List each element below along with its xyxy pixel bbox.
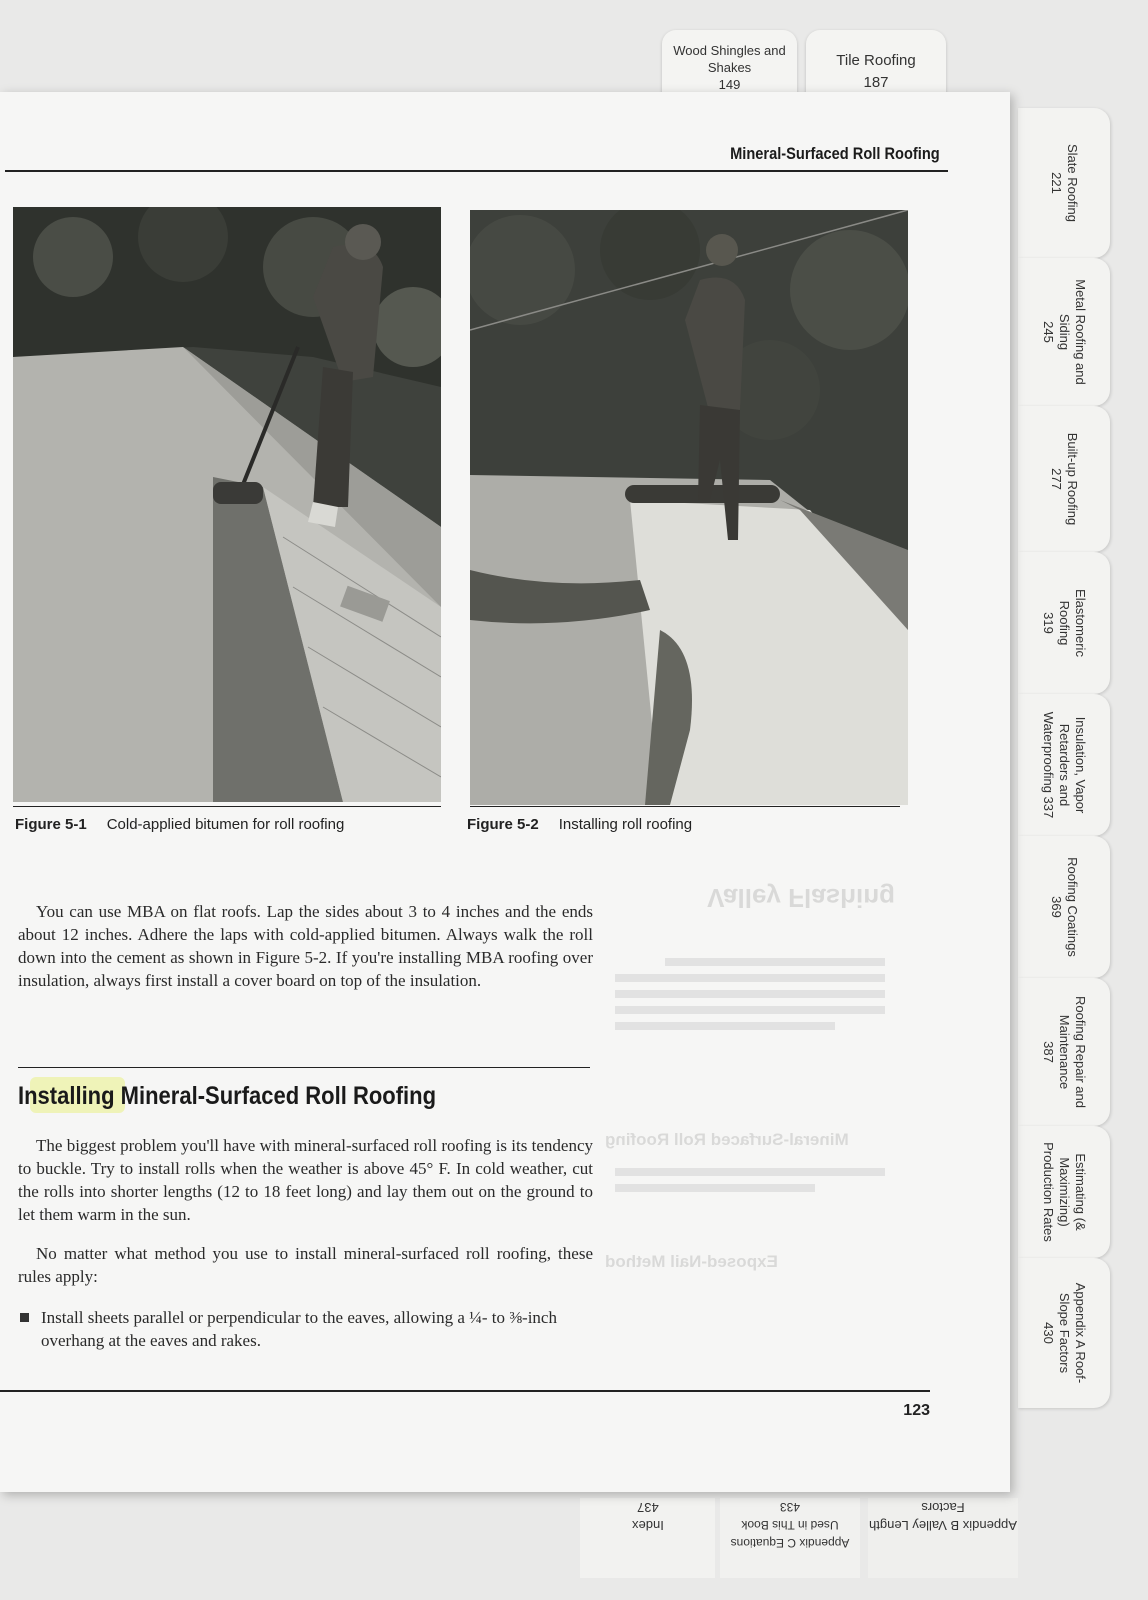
- paragraph-mba: [18, 900, 593, 992]
- figure-5-2-caption: [467, 816, 692, 833]
- figure-5-2-photo: [470, 210, 908, 805]
- paragraph-rules: [18, 1242, 593, 1288]
- book-page: [0, 92, 1010, 1492]
- tab-title: Roofing Repair and Maintenance: [1057, 995, 1088, 1109]
- tab-title: Slate Roofing: [1065, 143, 1080, 223]
- tab-page: 319: [1041, 612, 1056, 634]
- figure-5-1-caption: [15, 816, 344, 833]
- show-through-subheading-2: Exposed-Nail Method: [605, 1252, 778, 1271]
- header-rule: [5, 170, 948, 172]
- tab-page: 245: [1041, 321, 1056, 343]
- tab-page: 221: [1049, 172, 1064, 194]
- tab-page: 430: [1041, 1322, 1056, 1344]
- tab-page: 277: [1049, 468, 1064, 490]
- tab-title: Appendix C Equations Used in This Book: [730, 1518, 850, 1550]
- tab-estimating[interactable]: [1018, 1126, 1110, 1258]
- figure-caption-text: Cold-applied bitumen for roll roofing: [106, 816, 345, 833]
- tab-page: 149: [718, 77, 741, 92]
- figure-label: Figure 5-1: [15, 816, 87, 833]
- tab-roofing-coatings[interactable]: [1018, 836, 1110, 978]
- tab-index[interactable]: [580, 1498, 715, 1578]
- tab-page: 387: [1041, 1041, 1056, 1063]
- worker-applying-bitumen-illustration: [13, 207, 441, 802]
- tab-appendix-b[interactable]: [868, 1498, 1018, 1578]
- tab-page: 433: [779, 1500, 801, 1514]
- figure-label: Figure 5-2: [467, 816, 539, 833]
- running-head: Mineral-Surfaced Roll Roofing: [730, 144, 940, 163]
- section-heading: Installing Mineral-Surfaced Roll Roofing: [18, 1082, 437, 1110]
- tab-appendix-c[interactable]: [720, 1498, 860, 1578]
- tab-title: Appendix B Valley Length Factors: [869, 1500, 1017, 1533]
- bullet-list: [18, 1306, 593, 1352]
- tab-title: Elastomeric Roofing: [1057, 589, 1088, 657]
- tab-title: Built-up Roofing: [1065, 432, 1080, 526]
- paragraph-text: You can use MBA on flat roofs. Lap the sides about 3 to 4 inches and the ends about 12 inches. Adhere the laps with cold-applied bitumen. Always walk the roll down into the cement as shown in Figure 5-2. If you're installing MBA roofing over insulation, always first install a cover board on top of the insulation.: [18, 902, 593, 990]
- paragraph-text: The biggest problem you'll have with mineral-surfaced roll roofing is its tendency to buckle. Try to install rolls when the weather is above 45° F. In cold weather, cut the rolls into shorter lengths (12 to 18 feet long) and lay them out on the ground to let them warm in the sun.: [18, 1136, 593, 1224]
- tab-title: Wood Shingles and Shakes: [673, 43, 786, 75]
- tab-metal-roofing[interactable]: [1018, 258, 1110, 406]
- tab-title: Roofing Coatings: [1065, 857, 1080, 957]
- tab-title: Metal Roofing and Siding: [1057, 279, 1088, 385]
- show-through-subheading: Mineral-Surfaced Roll Roofing: [605, 1130, 849, 1149]
- bullet-icon: [20, 1313, 29, 1322]
- paragraph-text: No matter what method you use to install mineral-surfaced roll roofing, these rules apply:: [18, 1244, 593, 1286]
- worker-rolling-roofing-illustration: [470, 210, 908, 805]
- figure-rule: [13, 806, 441, 807]
- list-item: [18, 1306, 593, 1352]
- show-through-heading: Valley Flashing: [707, 883, 895, 913]
- tab-page: 369: [1049, 896, 1064, 918]
- tab-appendix-a[interactable]: [1018, 1258, 1110, 1408]
- page-number: 123: [903, 1402, 930, 1419]
- section-rule: [18, 1067, 590, 1068]
- tab-roofing-repair[interactable]: [1018, 978, 1110, 1126]
- footer-rule: [0, 1390, 930, 1392]
- figure-caption-text: Installing roll roofing: [558, 816, 693, 833]
- tab-slate-roofing[interactable]: [1018, 108, 1110, 258]
- figure-5-1-photo: [13, 207, 441, 802]
- tab-title: Appendix A Roof-Slope Factors: [1057, 1282, 1088, 1384]
- tab-title: Index: [631, 1518, 664, 1533]
- tab-title: Insulation, Vapor Retarders and Waterproofing 337: [1041, 711, 1088, 819]
- tab-title: Estimating (& Maximizing) Production Rates: [1041, 1142, 1088, 1242]
- list-item-text: Install sheets parallel or perpendicular to the eaves, allowing a ¼- to ⅜-inch overhang at the eaves and rakes.: [41, 1308, 557, 1350]
- tab-page: 187: [863, 74, 889, 91]
- tab-built-up-roofing[interactable]: [1018, 406, 1110, 552]
- tab-page: 437: [636, 1500, 659, 1515]
- tab-insulation[interactable]: [1018, 694, 1110, 836]
- show-through-text: [605, 862, 895, 1422]
- tab-title: Tile Roofing: [836, 52, 916, 69]
- paragraph-buckle: [18, 1134, 593, 1226]
- tab-elastomeric-roofing[interactable]: [1018, 552, 1110, 694]
- figure-rule: [470, 806, 900, 807]
